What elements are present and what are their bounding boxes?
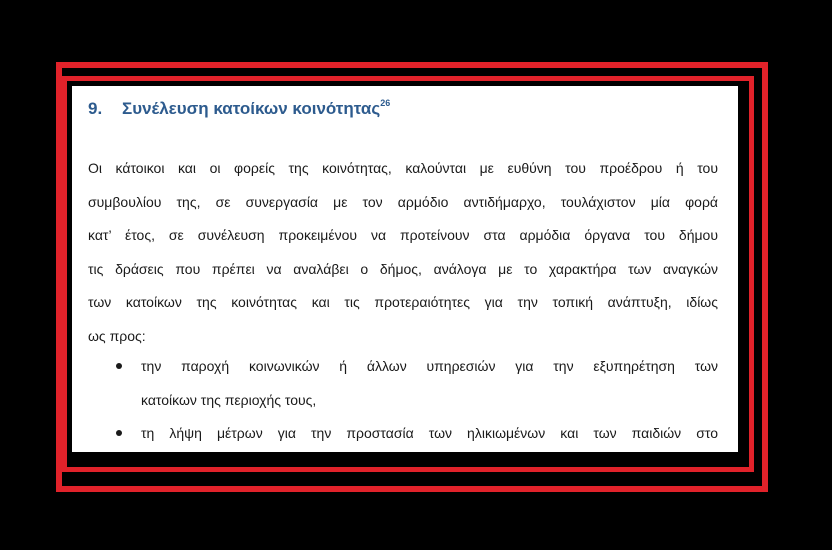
list-item <box>88 350 718 417</box>
paragraph-line: ως προς: <box>88 327 146 344</box>
paragraph-line: των κατοίκων της κοινότητας και τις προτεραιότητες για την τοπική ανάπτυξη, ιδίως <box>88 294 718 310</box>
list-item <box>88 417 718 451</box>
paragraph-line: Οι κάτοικοι και οι φορείς της κοινότητας, καλούνται με ευθύνη του προέδρου ή του <box>88 160 718 176</box>
document-excerpt <box>72 86 738 452</box>
section-number: 9. <box>88 99 103 118</box>
bullet-line: κατοίκων της περιοχής τους, <box>141 391 317 408</box>
section-heading <box>88 98 390 119</box>
bullet-dot-icon <box>116 363 122 369</box>
paragraph-line: τις δράσεις που πρέπει να αναλάβει ο δήμος, ανάλογα με το χαρακτήρα των αναγκών <box>88 260 718 277</box>
bullet-line: τη λήψη μέτρων για την προστασία των ηλικιωμένων και των παιδιών στο <box>141 425 718 441</box>
bullet-dot-icon <box>116 430 122 436</box>
bullet-line: την παροχή κοινωνικών ή άλλων υπηρεσιών για την εξυπηρέτηση των <box>141 358 718 374</box>
bullet-list <box>88 350 718 451</box>
paragraph-line: κατ’ έτος, σε συνέλευση προκειμένου να προτείνουν στα αρμόδια όργανα του δήμου <box>88 227 718 243</box>
body-paragraph <box>88 152 718 353</box>
paragraph-line: συμβουλίου της, σε συνεργασία με τον αρμόδιο αντιδήμαρχο, τουλάχιστον μία φορά <box>88 193 718 210</box>
footnote-reference: 26 <box>380 98 391 108</box>
section-title: Συνέλευση κατοίκων κοινότητας <box>122 99 381 118</box>
